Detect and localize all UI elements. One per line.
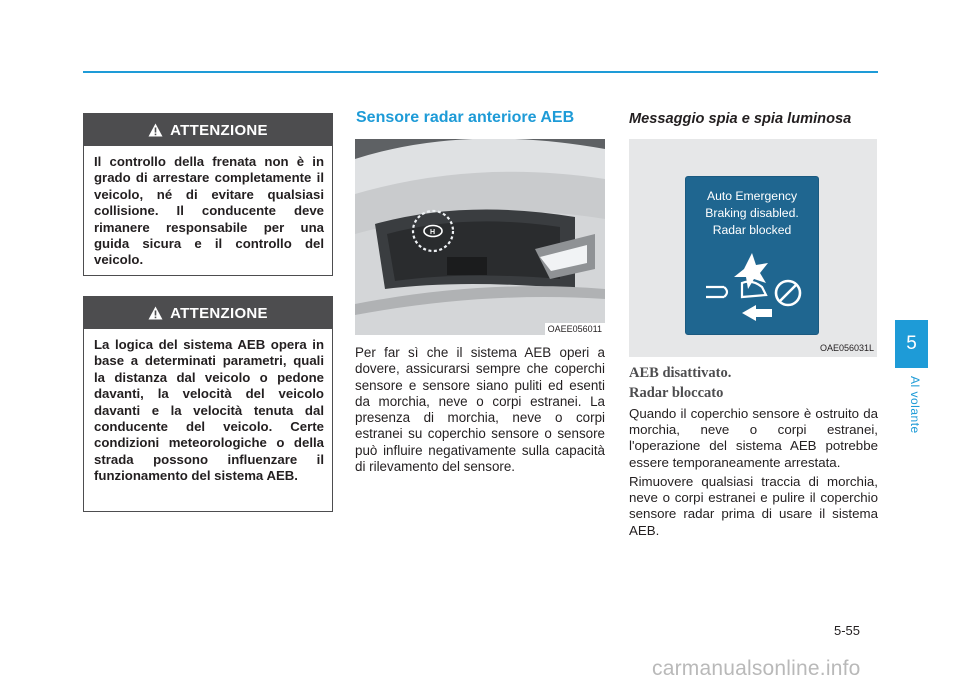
radar-blocked-icon [686,243,818,333]
section-heading-sensor: Sensore radar anteriore AEB [356,109,575,126]
watermark: carmanualsonline.info [652,657,861,680]
warning-title: ATTENZIONE [170,121,268,139]
warning-triangle-icon [148,306,163,320]
cluster-message-figure [629,139,877,357]
subheading-radar-blocked: Radar bloccato [629,385,724,401]
cluster-line-2: Braking disabled. [705,206,799,220]
cluster-display [685,176,819,335]
warning-header [84,114,332,146]
warning-text: La logica del sistema AEB opera in base a determinati parametri, quali la distanza dal veicolo o pedone davanti, la velocità del veicolo davanti e la velocità tenuta dal conducente del veicolo. Certe condizioni meteorologiche o della strada possono influenzare il funzionamento del sistema AEB. [94,337,324,484]
message-paragraph-2: Rimuovere qualsiasi traccia di morchia, neve o corpi estranei e pulire il coperchio sensore radar prima di usare il sistema AEB. [629,474,878,538]
warning-box-1 [83,113,333,276]
subheading-aeb-off: AEB disattivato. [629,365,732,381]
sensor-paragraph: Per far sì che il sistema AEB operi a dovere, assicurarsi sempre che coperchi sensore e sensore siano puliti ed esenti da morchia, neve o corpi estranei. La presenza di morchia, neve o corpi estranei su coperchio sensore o sensore può influire negativamente sulla capacità di rilevamento del sensore. [355,345,605,475]
cluster-line-3: Radar blocked [712,223,792,237]
page-number: 5-55 [834,623,861,638]
chapter-label: Al volante [908,376,922,434]
warning-text: Il controllo della frenata non è in grado di arrestare completamente il veicolo, né di evitare qualsiasi collisione. Il conducente deve rimanere responsabile per una guida sicura e il controllo del veicolo. [94,154,324,268]
figure-code: OAE056031L [819,343,874,353]
section-heading-message: Messaggio spia e spia luminosa [629,111,852,127]
message-paragraph-1: Quando il coperchio sensore è ostruito da morchia, neve o corpi estranei, l'operazione del sistema AEB potrebbe essere temporaneamente arrestata. [629,406,878,470]
cluster-message [686,188,818,239]
svg-text:H: H [430,229,436,236]
warning-header [84,297,332,329]
top-rule [83,71,878,73]
warning-title: ATTENZIONE [170,304,268,322]
figure-code: OAEE056011 [545,323,605,335]
car-front-figure [355,139,605,335]
warning-box-2 [83,296,333,512]
cluster-line-1: Auto Emergency [706,189,798,203]
chapter-number-tab: 5 [895,320,928,368]
car-front-illustration [355,139,605,335]
warning-triangle-icon [148,123,163,137]
